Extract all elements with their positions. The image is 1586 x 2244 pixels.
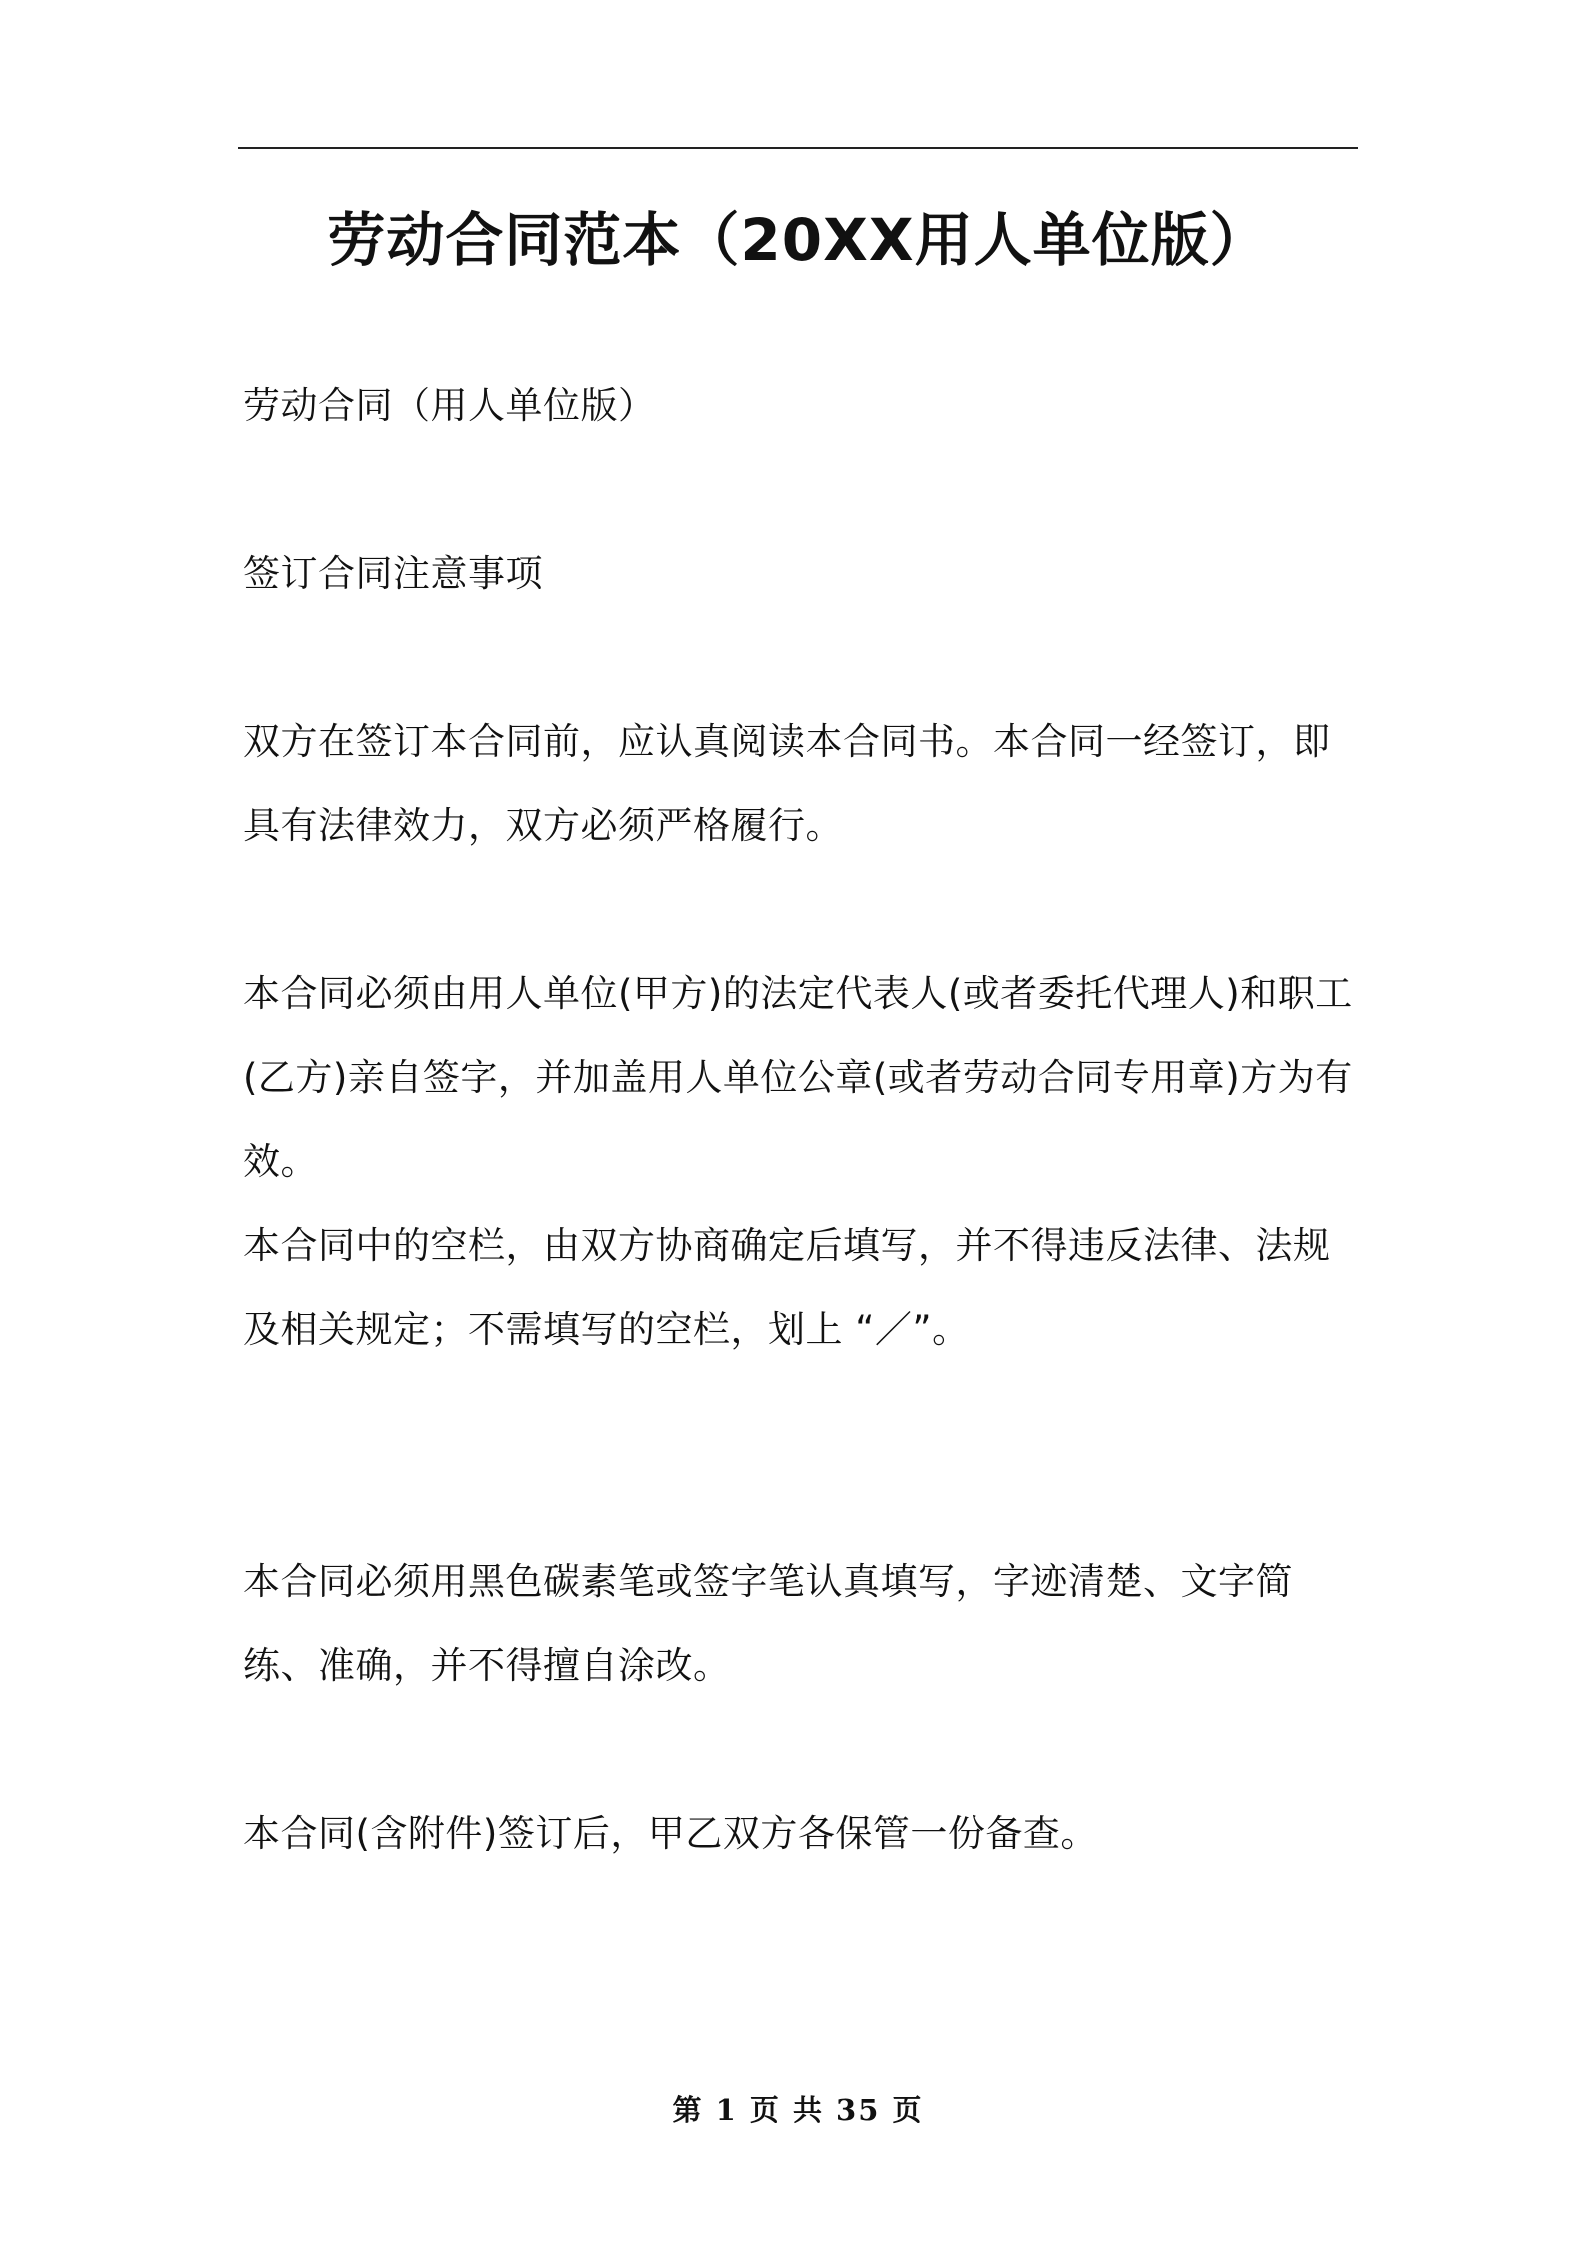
section-heading: 签订合同注意事项 [243,552,543,595]
body-paragraph: 本合同必须用黑色碳素笔或签字笔认真填写，字迹清楚、文字简练、准确，并不得擅自涂改。 [243,1560,1293,1687]
document-title: 劳动合同范本（20XX用人单位版） [327,206,1269,274]
page-footer: 第 1 页 共 35 页 [672,2093,924,2127]
header-divider [238,147,1358,149]
body-paragraph: 本合同(含附件)签订后，甲乙双方各保管一份备查。 [243,1812,1098,1855]
body-paragraph: 本合同必须由用人单位(甲方)的法定代表人(或者委托代理人)和职工(乙方)亲自签字，并加盖用人单位公章(或者劳动合同专用章)方为有效。 [243,972,1353,1183]
body-paragraph: 双方在签订本合同前，应认真阅读本合同书。本合同一经签订，即具有法律效力，双方必须严格履行。 [243,720,1331,847]
subtitle-paragraph: 劳动合同（用人单位版） [243,384,656,427]
body-paragraph: 本合同中的空栏，由双方协商确定后填写，并不得违反法律、法规及相关规定；不需填写的空栏，划上 “／”。 [243,1224,1331,1351]
